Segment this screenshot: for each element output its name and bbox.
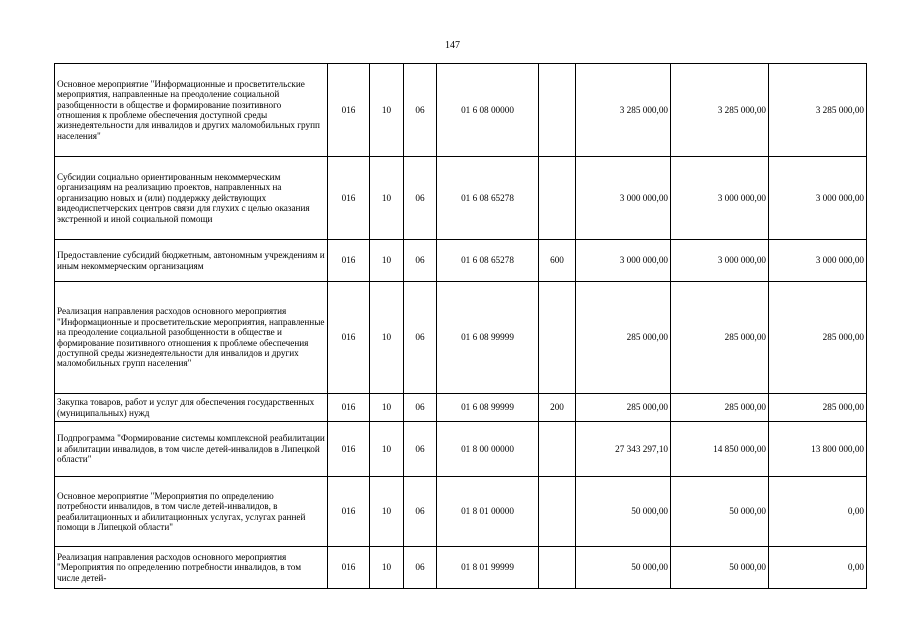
expense-type-code — [539, 547, 576, 589]
subsection-code: 06 — [404, 394, 437, 422]
amount-year-3: 0,00 — [769, 547, 867, 589]
amount-year-2: 3 285 000,00 — [671, 64, 769, 157]
expense-type-code: 200 — [539, 394, 576, 422]
amount-year-3: 3 285 000,00 — [769, 64, 867, 157]
table-row — [55, 240, 867, 282]
row-description: Реализация направления расходов основного мероприятия "Информационные и просветительские мероприятия, направленные на преодоление социальной разобщенности в обществе и формирование позитивного отношения к проблеме обеспечения доступной среды жизнедеятельности для инвалидов и других маломобильных групп населения" — [55, 282, 328, 394]
row-description: Закупка товаров, работ и услуг для обеспечения государственных (муниципальных) нужд — [55, 394, 328, 422]
budget-table — [54, 63, 867, 589]
amount-year-2: 285 000,00 — [671, 394, 769, 422]
amount-year-1: 285 000,00 — [576, 394, 671, 422]
amount-year-3: 285 000,00 — [769, 282, 867, 394]
amount-year-2: 50 000,00 — [671, 477, 769, 547]
subsection-code: 06 — [404, 422, 437, 477]
section-code: 10 — [370, 547, 404, 589]
expense-type-code — [539, 157, 576, 240]
table-row — [55, 64, 867, 157]
target-article-code: 01 6 08 99999 — [437, 394, 539, 422]
amount-year-2: 50 000,00 — [671, 547, 769, 589]
table-row — [55, 157, 867, 240]
row-description: Основное мероприятие "Мероприятия по определению потребности инвалидов, в том числе детей-инвалидов, в реабилитационных и абилитационных услугах, услугах ранней помощи в Липецкой области" — [55, 477, 328, 547]
subsection-code: 06 — [404, 547, 437, 589]
amount-year-1: 50 000,00 — [576, 547, 671, 589]
target-article-code: 01 6 08 99999 — [437, 282, 539, 394]
ministry-code: 016 — [328, 422, 370, 477]
amount-year-1: 285 000,00 — [576, 282, 671, 394]
target-article-code: 01 8 01 00000 — [437, 477, 539, 547]
amount-year-1: 3 285 000,00 — [576, 64, 671, 157]
amount-year-2: 3 000 000,00 — [671, 157, 769, 240]
row-description: Подпрограмма "Формирование системы комплексной реабилитации и абилитации инвалидов, в том числе детей-инвалидов в Липецкой области" — [55, 422, 328, 477]
section-code: 10 — [370, 282, 404, 394]
amount-year-3: 13 800 000,00 — [769, 422, 867, 477]
subsection-code: 06 — [404, 64, 437, 157]
amount-year-1: 3 000 000,00 — [576, 240, 671, 282]
table-row — [55, 547, 867, 589]
expense-type-code: 600 — [539, 240, 576, 282]
ministry-code: 016 — [328, 547, 370, 589]
target-article-code: 01 6 08 00000 — [437, 64, 539, 157]
amount-year-3: 285 000,00 — [769, 394, 867, 422]
amount-year-3: 3 000 000,00 — [769, 157, 867, 240]
amount-year-3: 0,00 — [769, 477, 867, 547]
ministry-code: 016 — [328, 282, 370, 394]
subsection-code: 06 — [404, 282, 437, 394]
target-article-code: 01 6 08 65278 — [437, 240, 539, 282]
expense-type-code — [539, 64, 576, 157]
ministry-code: 016 — [328, 394, 370, 422]
section-code: 10 — [370, 240, 404, 282]
target-article-code: 01 8 01 99999 — [437, 547, 539, 589]
row-description: Реализация направления расходов основного мероприятия "Мероприятия по определению потребности инвалидов, в том числе детей- — [55, 547, 328, 589]
page-number: 147 — [445, 40, 460, 51]
section-code: 10 — [370, 422, 404, 477]
section-code: 10 — [370, 64, 404, 157]
ministry-code: 016 — [328, 477, 370, 547]
target-article-code: 01 6 08 65278 — [437, 157, 539, 240]
row-description: Основное мероприятие "Информационные и просветительские мероприятия, направленные на преодоление социальной разобщенности в обществе и формирование позитивного отношения к проблеме обеспечения доступной среды жизнедеятельности для инвалидов и других маломобильных групп населения" — [55, 64, 328, 157]
subsection-code: 06 — [404, 477, 437, 547]
ministry-code: 016 — [328, 240, 370, 282]
subsection-code: 06 — [404, 157, 437, 240]
amount-year-1: 50 000,00 — [576, 477, 671, 547]
section-code: 10 — [370, 157, 404, 240]
table-row — [55, 282, 867, 394]
amount-year-3: 3 000 000,00 — [769, 240, 867, 282]
table-row — [55, 422, 867, 477]
target-article-code: 01 8 00 00000 — [437, 422, 539, 477]
amount-year-2: 3 000 000,00 — [671, 240, 769, 282]
subsection-code: 06 — [404, 240, 437, 282]
ministry-code: 016 — [328, 157, 370, 240]
table-row — [55, 394, 867, 422]
amount-year-2: 14 850 000,00 — [671, 422, 769, 477]
amount-year-1: 27 343 297,10 — [576, 422, 671, 477]
section-code: 10 — [370, 394, 404, 422]
section-code: 10 — [370, 477, 404, 547]
expense-type-code — [539, 282, 576, 394]
table-row — [55, 477, 867, 547]
row-description: Предоставление субсидий бюджетным, автономным учреждениям и иным некоммерческим организациям — [55, 240, 328, 282]
amount-year-1: 3 000 000,00 — [576, 157, 671, 240]
expense-type-code — [539, 422, 576, 477]
amount-year-2: 285 000,00 — [671, 282, 769, 394]
ministry-code: 016 — [328, 64, 370, 157]
expense-type-code — [539, 477, 576, 547]
row-description: Субсидии социально ориентированным некоммерческим организациям на реализацию проектов, направленных на организацию новых и (или) поддержку действующих видеодиспетчерских центров связи для глухих с целью оказания экстренной и иной социальной помощи — [55, 157, 328, 240]
